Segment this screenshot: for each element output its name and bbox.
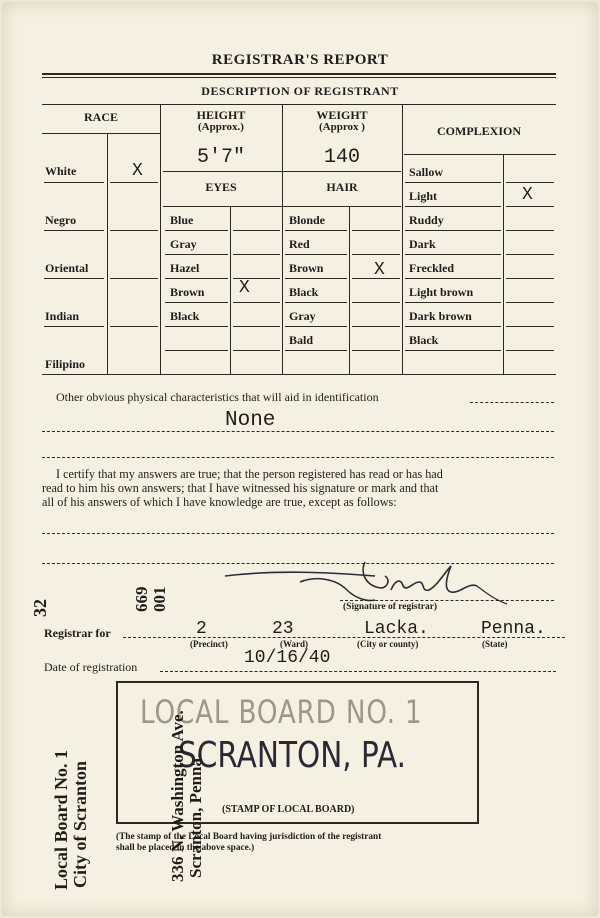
height-header: HEIGHT — [196, 108, 246, 122]
complexion-sallow: Sallow — [409, 165, 444, 179]
complexion-light: Light — [409, 189, 438, 203]
weight-value: 140 — [323, 146, 360, 169]
complexion-freckled: Freckled — [409, 261, 455, 275]
grid-line — [160, 104, 161, 374]
eyes-mark: X — [239, 278, 250, 298]
row-line — [405, 230, 501, 231]
eyes-blue: Blue — [170, 213, 194, 227]
row-line — [110, 182, 158, 183]
row-line — [405, 350, 501, 351]
grid-line — [402, 104, 403, 374]
row-line — [285, 350, 347, 351]
eyes-gray: Gray — [170, 237, 197, 251]
row-line — [506, 326, 554, 327]
complexion-mark: X — [522, 185, 533, 205]
row-line — [44, 230, 104, 231]
row-line — [405, 326, 501, 327]
serial-number: 669 — [132, 586, 151, 612]
row-line — [405, 206, 501, 207]
row-line — [352, 230, 400, 231]
complexion-header: COMPLEXION — [437, 124, 521, 138]
hair-red: Red — [289, 237, 310, 251]
row-line — [165, 302, 228, 303]
grid-line — [42, 133, 160, 134]
dotted-line — [470, 402, 554, 403]
row-line — [233, 326, 280, 327]
registrar-for-label: Registrar for — [44, 626, 111, 640]
ward-value: 23 — [272, 619, 294, 639]
row-line — [44, 182, 104, 183]
hair-header: HAIR — [326, 180, 358, 194]
row-line — [165, 350, 228, 351]
section-subtitle: DESCRIPTION OF REGISTRANT — [201, 84, 399, 98]
complexion-ruddy: Ruddy — [409, 213, 444, 227]
hair-bald: Bald — [289, 333, 314, 347]
height-value: 5'7" — [196, 146, 245, 169]
row-line — [405, 278, 501, 279]
county-caption: (City or county) — [357, 639, 419, 649]
row-line — [285, 278, 347, 279]
race-header: RACE — [83, 110, 118, 124]
row-line — [233, 302, 280, 303]
complexion-dark-brown: Dark brown — [409, 309, 472, 323]
row-line — [352, 254, 400, 255]
grid-line — [349, 206, 350, 374]
dotted-line — [42, 431, 554, 432]
row-line — [506, 350, 554, 351]
row-line — [352, 350, 400, 351]
state-caption: (State) — [482, 639, 508, 649]
dotted-line — [42, 457, 554, 458]
race-mark: X — [132, 161, 143, 181]
row-line — [233, 254, 280, 255]
local-board-line-1: Local Board No. 1 — [51, 749, 71, 890]
grid-line — [282, 104, 283, 374]
race-oriental: Oriental — [45, 261, 89, 275]
row-line — [506, 206, 554, 207]
divider — [42, 73, 556, 75]
signature-caption: (Signature of registrar) — [343, 602, 438, 612]
divider — [42, 77, 556, 78]
dotted-line — [42, 533, 554, 534]
weight-note: (Approx ) — [319, 121, 365, 133]
row-line — [506, 278, 554, 279]
race-negro: Negro — [45, 213, 77, 227]
eyes-hazel: Hazel — [170, 261, 200, 275]
hair-brown: Brown — [289, 261, 324, 275]
state-value: Penna. — [481, 619, 546, 639]
race-filipino: Filipino — [45, 357, 86, 371]
row-line — [506, 302, 554, 303]
row-line — [285, 230, 347, 231]
hair-black: Black — [289, 285, 319, 299]
date-label: Date of registration — [44, 660, 138, 674]
row-line — [405, 302, 501, 303]
grid-line — [503, 154, 504, 374]
row-line — [405, 182, 501, 183]
row-line — [352, 302, 400, 303]
row-line — [110, 230, 158, 231]
complexion-dark: Dark — [409, 237, 436, 251]
eyes-header: EYES — [205, 180, 237, 194]
other-characteristics-label: Other obvious physical characteristics that will aid in identification — [56, 390, 379, 404]
row-line — [165, 278, 228, 279]
row-line — [233, 350, 280, 351]
stamp-note-2: shall be placed in the above space.) — [116, 843, 255, 853]
row-line — [44, 326, 104, 327]
certify-line-2: read to him his own answers; that I have witnessed his signature or mark and that — [42, 481, 439, 495]
row-line — [165, 326, 228, 327]
grid-line — [404, 154, 556, 155]
race-indian: Indian — [45, 309, 80, 323]
ward-caption: (Ward) — [280, 639, 308, 649]
eyes-brown: Brown — [170, 285, 205, 299]
race-white: White — [45, 164, 77, 178]
county-value: Lacka. — [364, 619, 429, 639]
board-address-line-2: Scranton, Penna. — [186, 753, 205, 878]
other-characteristics-value: None — [225, 409, 276, 432]
board-address-line-1: 336 N. Washington Ave. — [168, 710, 187, 882]
divider — [42, 104, 556, 105]
row-line — [285, 254, 347, 255]
page-title: REGISTRAR'S REPORT — [211, 52, 389, 68]
row-line — [233, 230, 280, 231]
local-board-line-2: City of Scranton — [70, 761, 90, 888]
row-line — [44, 278, 104, 279]
row-line — [285, 302, 347, 303]
eyes-black: Black — [170, 309, 200, 323]
certify-line-1: I certify that my answers are true; that the person registered has read or has had — [56, 467, 443, 481]
grid-line — [107, 133, 108, 374]
row-line — [165, 254, 228, 255]
row-line — [405, 254, 501, 255]
row-line — [506, 182, 554, 183]
row-line — [506, 230, 554, 231]
certify-line-3: all of his answers of which I have knowledge are true, except as follows: — [42, 495, 397, 509]
hair-blonde: Blonde — [289, 213, 326, 227]
row-line — [285, 326, 347, 327]
row-line — [110, 278, 158, 279]
precinct-caption: (Precinct) — [190, 639, 228, 649]
row-line — [352, 326, 400, 327]
complexion-black: Black — [409, 333, 439, 347]
grid-line — [42, 374, 556, 375]
serial-number-2: 001 — [150, 586, 169, 612]
dotted-line — [160, 671, 556, 672]
weight-header: WEIGHT — [316, 108, 368, 122]
dotted-line — [340, 600, 554, 601]
precinct-value: 2 — [196, 619, 207, 639]
row-line — [506, 254, 554, 255]
row-line — [110, 326, 158, 327]
grid-line — [230, 206, 231, 374]
hair-gray: Gray — [289, 309, 316, 323]
stamp-line-2: SCRANTON, PA. — [178, 735, 407, 776]
hair-mark: X — [374, 260, 385, 280]
board-number: 32 — [30, 599, 50, 617]
stamp-caption: (STAMP OF LOCAL BOARD) — [222, 804, 355, 815]
row-line — [165, 230, 228, 231]
complexion-light-brown: Light brown — [409, 285, 474, 299]
stamp-line-1: LOCAL BOARD NO. 1 — [140, 693, 423, 731]
stamp-note-1: (The stamp of the Local Board having jurisdiction of the registrant — [116, 832, 382, 842]
date-value: 10/16/40 — [244, 648, 331, 668]
height-note: (Approx.) — [198, 121, 244, 133]
